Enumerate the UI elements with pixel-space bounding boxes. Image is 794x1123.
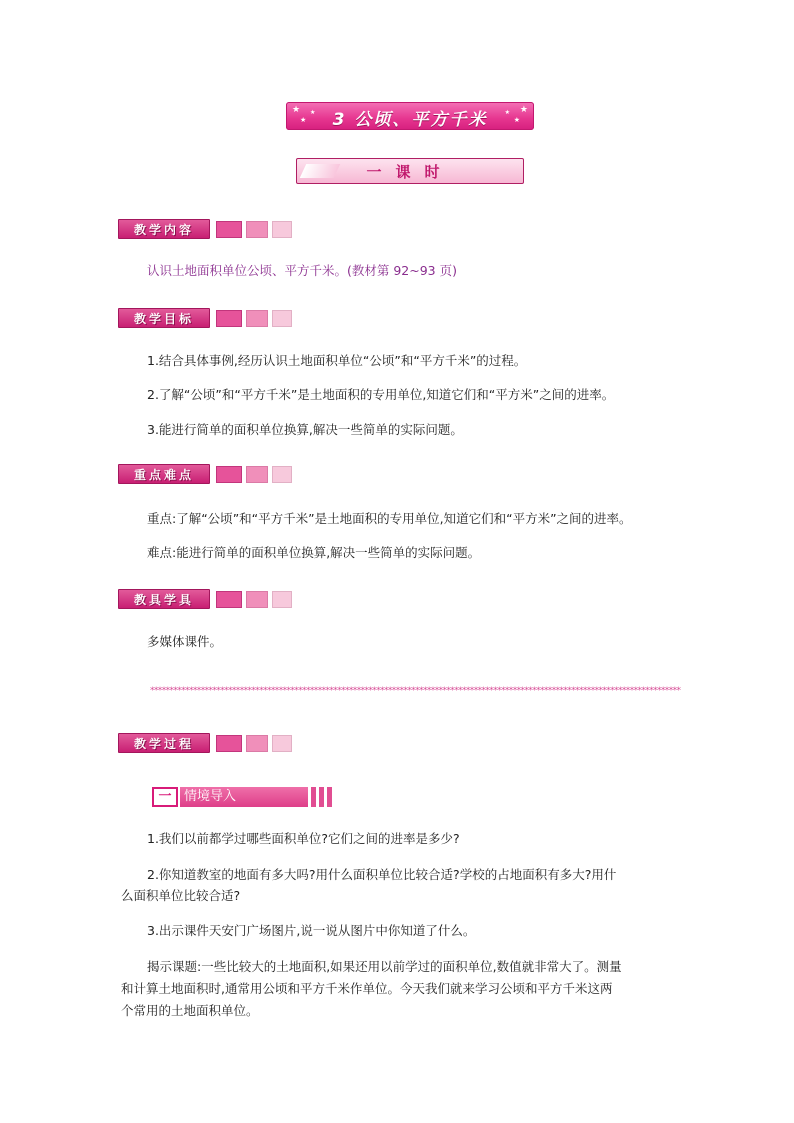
goal-item: 2.了解“公顷”和“平方千米”是土地面积的专用单位,知道它们和“平方米”之间的进率。 xyxy=(147,387,615,402)
section-label-text: 教具学具 xyxy=(133,593,194,607)
subsection-title: 情境导入 xyxy=(180,787,308,807)
section-label xyxy=(118,733,210,753)
process-paragraph-cont: 个常用的土地面积单位。 xyxy=(121,1003,259,1018)
decor-square xyxy=(246,221,268,238)
subsection-header xyxy=(152,787,332,807)
section-header-content xyxy=(118,219,298,239)
decor-square xyxy=(246,466,268,483)
decor-square xyxy=(272,591,292,608)
decor-stripe xyxy=(327,787,332,807)
star-icon: ★ xyxy=(300,116,307,124)
decor-square xyxy=(272,221,292,238)
section-label xyxy=(118,219,210,239)
star-icon: ★ xyxy=(519,105,528,115)
decor-square xyxy=(246,735,268,752)
decor-square xyxy=(246,591,268,608)
decor-stripe xyxy=(311,787,316,807)
process-paragraph: 1.我们以前都学过哪些面积单位?它们之间的进率是多少? xyxy=(147,831,460,846)
section-header-goals xyxy=(118,308,298,328)
star-icon: ★ xyxy=(504,109,510,116)
decor-square xyxy=(272,466,292,483)
process-paragraph-cont: 和计算土地面积时,通常用公顷和平方千米作单位。今天我们就来学习公顷和平方千米这两 xyxy=(121,981,613,996)
decor-square xyxy=(216,466,242,483)
title-banner xyxy=(286,102,534,130)
key-point: 重点:了解“公顷”和“平方千米”是土地面积的专用单位,知道它们和“平方米”之间的进率。 xyxy=(147,511,632,526)
section-header-key xyxy=(118,464,298,484)
section-label xyxy=(118,308,210,328)
content-text: 认识土地面积单位公顷、平方千米。(教材第 92~93 页) xyxy=(147,263,457,278)
goal-item: 3.能进行简单的面积单位换算,解决一些简单的实际问题。 xyxy=(147,422,463,437)
process-paragraph: 3.出示课件天安门广场图片,说一说从图片中你知道了什么。 xyxy=(147,923,476,938)
decor-square xyxy=(272,310,292,327)
decor-square xyxy=(216,591,242,608)
subsection-number: 一 xyxy=(152,787,178,807)
decor-square xyxy=(216,221,242,238)
decor-square xyxy=(216,310,242,327)
difficult-point: 难点:能进行简单的面积单位换算,解决一些简单的实际问题。 xyxy=(147,545,481,560)
decor-square xyxy=(216,735,242,752)
page-title: 3 公顷、平方千米 xyxy=(332,110,488,130)
process-paragraph: 2.你知道教室的地面有多大吗?用什么面积单位比较合适?学校的占地面积有多大?用什 xyxy=(147,867,617,882)
section-label-text: 重点难点 xyxy=(133,468,194,482)
goal-item: 1.结合具体事例,经历认识土地面积单位“公顷”和“平方千米”的过程。 xyxy=(147,353,527,368)
decor-square xyxy=(272,735,292,752)
section-label-text: 教学内容 xyxy=(133,223,194,237)
lesson-bar xyxy=(296,158,524,184)
section-header-tools xyxy=(118,589,298,609)
decor-square xyxy=(246,310,268,327)
section-label xyxy=(118,589,210,609)
star-icon: ★ xyxy=(310,109,316,116)
process-paragraph-cont: 么面积单位比较合适? xyxy=(121,888,241,903)
lesson-label: 一课时 xyxy=(366,163,454,181)
star-icon: ★ xyxy=(513,116,520,124)
star-divider: **************************************************************************************************************************************** xyxy=(150,686,681,696)
section-header-process xyxy=(118,733,298,753)
section-label-text: 教学过程 xyxy=(133,737,194,751)
star-icon: ★ xyxy=(292,105,301,115)
process-paragraph: 揭示课题:一些比较大的土地面积,如果还用以前学过的面积单位,数值就非常大了。测量 xyxy=(147,959,622,974)
tools-text: 多媒体课件。 xyxy=(147,634,223,649)
decor-stripe xyxy=(319,787,324,807)
section-label xyxy=(118,464,210,484)
section-label-text: 教学目标 xyxy=(133,312,194,326)
